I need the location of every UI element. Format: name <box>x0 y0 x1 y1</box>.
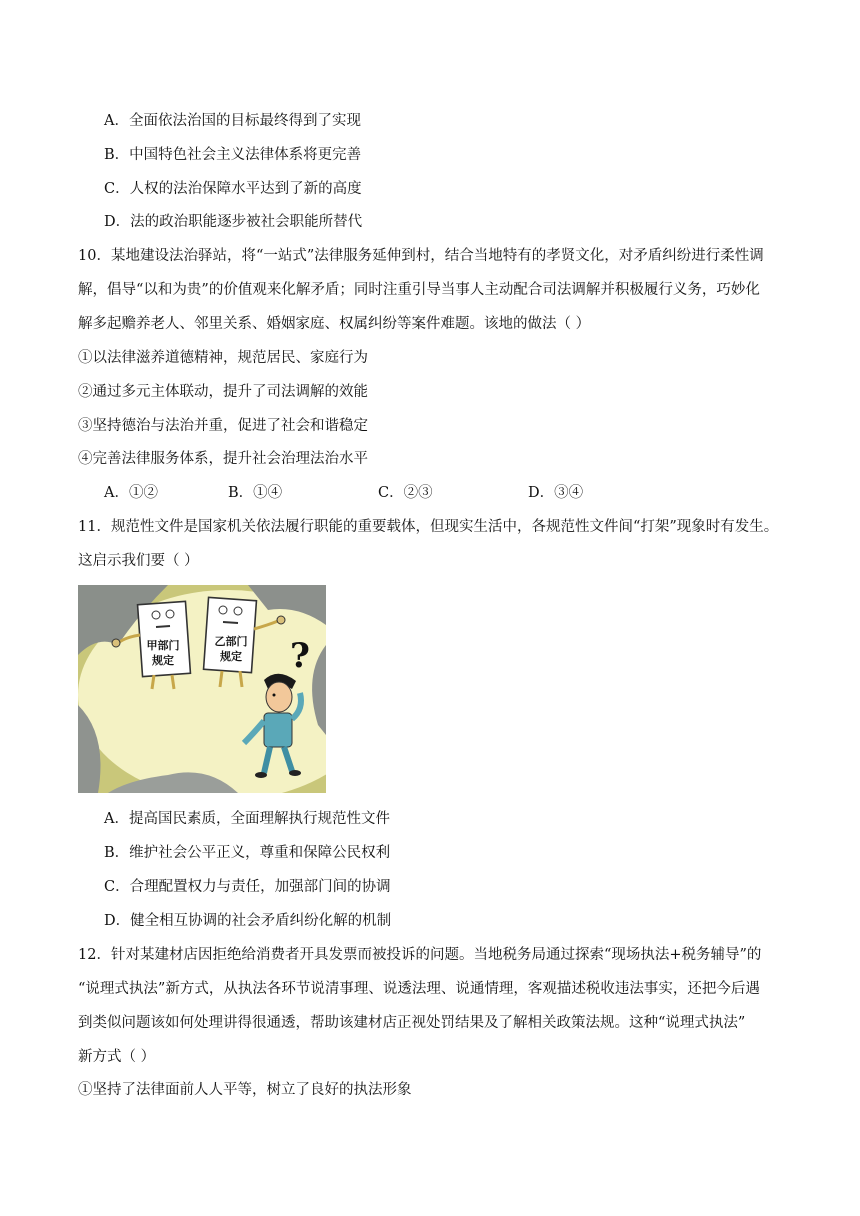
q9-option-d: D．法的政治职能逐步被社会职能所替代 <box>104 214 363 230</box>
q10-choice-c: C．②③ <box>378 485 433 501</box>
sign-a-hand <box>112 639 120 647</box>
sign-a-eye-right <box>166 610 174 618</box>
q12-statement-1: ①坚持了法律面前人人平等，树立了良好的执法形象 <box>78 1082 412 1098</box>
q12-stem-line-4: 新方式（ ） <box>78 1049 156 1065</box>
cartoon-illustration <box>78 585 326 793</box>
q10-stem-line-1: 10．某地建设法治驿站，将“一站式”法律服务延伸到村，结合当地特有的孝贤文化，对矛盾纠纷进行柔性调 <box>78 248 764 264</box>
q10-stem-line-3: 解多起赡养老人、邻里关系、婚姻家庭、权属纠纷等案件难题。该地的做法（ ） <box>78 316 591 332</box>
q10-statement-2: ②通过多元主体联动，提升了司法调解的效能 <box>78 384 368 400</box>
sign-b-text-1: 乙部门 <box>214 635 248 648</box>
question-mark-icon: ? <box>290 636 310 676</box>
cartoon-svg <box>78 585 326 793</box>
q11-option-b: B．维护社会公平正义，尊重和保障公民权利 <box>104 845 391 861</box>
q12-stem-line-3: 到类似问题该如何处理讲得很通透，帮助该建材店正视处罚结果及了解相关政策法规。这种“说理式执法” <box>78 1015 746 1031</box>
q9-option-a: A．全面依法治国的目标最终得到了实现 <box>104 113 361 129</box>
sign-a-eye-left <box>152 611 160 619</box>
person-shoe-right <box>289 770 301 776</box>
q11-option-c: C．合理配置权力与责任，加强部门间的协调 <box>104 879 391 895</box>
q11-option-a: A．提高国民素质，全面理解执行规范性文件 <box>104 811 390 827</box>
q10-statement-3: ③坚持德治与法治并重，促进了社会和谐稳定 <box>78 418 368 434</box>
person-head <box>266 682 292 712</box>
sign-b-mouth <box>223 622 238 623</box>
q10-choice-b: B．①④ <box>228 485 283 501</box>
q11-stem-line-2: 这启示我们要（ ） <box>78 553 199 569</box>
sign-a-leg-left <box>152 675 154 689</box>
q10-choice-d: D．③④ <box>528 485 584 501</box>
q12-stem-line-2: “说理式执法”新方式，从执法各环节说清事理、说透法理、说通情理，客观描述税收违法事实，还把今后遇 <box>78 981 760 997</box>
q10-stem-line-2: 解，倡导“以和为贵”的价值观来化解矛盾；同时注重引导当事人主动配合司法调解并积极履行义务，巧妙化 <box>78 282 760 298</box>
q9-option-b: B．中国特色社会主义法律体系将更完善 <box>104 147 362 163</box>
sign-a-text-1: 甲部门 <box>146 639 180 652</box>
q10-statement-4: ④完善法律服务体系，提升社会治理法治水平 <box>78 451 368 467</box>
sign-b-eye-left <box>219 606 227 614</box>
sign-b-eye-right <box>234 607 242 615</box>
person-eye <box>273 694 276 697</box>
sign-a-text-2: 规定 <box>152 654 174 667</box>
sign-a-leg-right <box>172 675 174 689</box>
person-body <box>264 713 292 747</box>
sign-b-hand <box>277 616 285 624</box>
sign-b-text-2: 规定 <box>220 650 242 663</box>
q12-stem-line-1: 12．针对某建材店因拒绝给消费者开具发票而被投诉的问题。当地税务局通过探索“现场执法+税务辅导”的 <box>78 947 762 963</box>
person-shoe-left <box>255 772 267 778</box>
q9-option-c: C．人权的法治保障水平达到了新的高度 <box>104 181 362 197</box>
sign-b-leg-right <box>240 671 242 687</box>
q11-option-d: D．健全相互协调的社会矛盾纠纷化解的机制 <box>104 913 392 929</box>
q10-statement-1: ①以法律滋养道德精神，规范居民、家庭行为 <box>78 350 368 366</box>
sign-b-leg-left <box>220 671 222 687</box>
q11-stem-line-1: 11．规范性文件是国家机关依法履行职能的重要载体，但现实生活中，各规范性文件间“打架”现象时有发生。 <box>78 519 779 535</box>
q10-choice-a: A．①② <box>104 485 158 501</box>
sign-a-mouth <box>156 626 170 627</box>
